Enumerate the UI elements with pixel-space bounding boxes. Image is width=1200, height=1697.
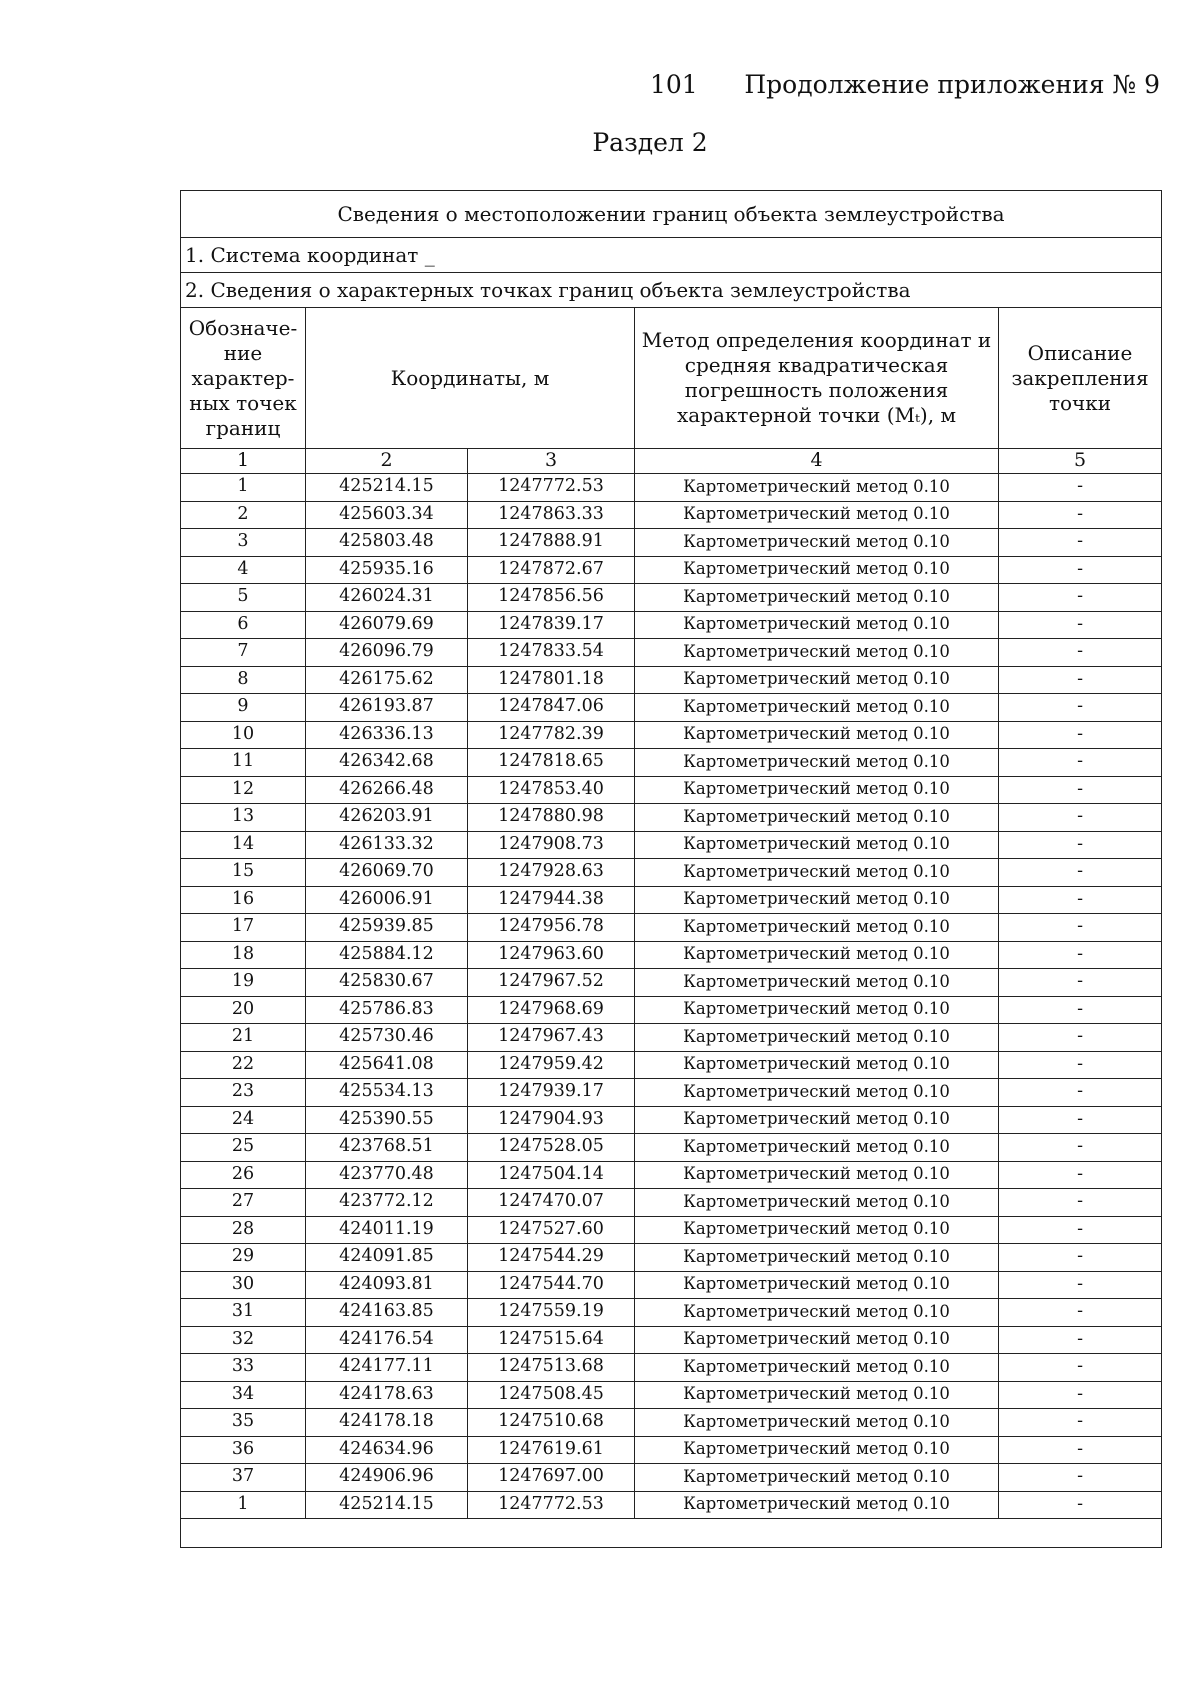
column-number: 4 — [635, 449, 999, 474]
point-id: 20 — [181, 996, 306, 1024]
fixing-description: - — [999, 941, 1162, 969]
coord-y: 1247544.29 — [468, 1244, 635, 1272]
coord-x: 424178.18 — [306, 1409, 468, 1437]
table-row — [181, 1161, 1162, 1189]
section-title: Раздел 2 — [592, 128, 708, 157]
fixing-description: - — [999, 556, 1162, 584]
fixing-description: - — [999, 474, 1162, 502]
column-number: 3 — [468, 449, 635, 474]
coord-y: 1247944.38 — [468, 886, 635, 914]
fixing-description: - — [999, 1271, 1162, 1299]
table-row — [181, 721, 1162, 749]
coord-y: 1247818.65 — [468, 749, 635, 777]
fixing-description: - — [999, 501, 1162, 529]
method: Картометрический метод 0.10 — [635, 969, 999, 997]
coord-x: 426069.70 — [306, 859, 468, 887]
coord-y: 1247856.56 — [468, 584, 635, 612]
fixing-description: - — [999, 914, 1162, 942]
coordinate-system: 1. Система координат _ — [181, 238, 1162, 273]
table-row — [181, 1409, 1162, 1437]
method: Картометрический метод 0.10 — [635, 1051, 999, 1079]
point-id: 29 — [181, 1244, 306, 1272]
coord-x: 426342.68 — [306, 749, 468, 777]
coord-x: 424177.11 — [306, 1354, 468, 1382]
fixing-description: - — [999, 1464, 1162, 1492]
fixing-description: - — [999, 666, 1162, 694]
fixing-description: - — [999, 996, 1162, 1024]
coord-x: 426133.32 — [306, 831, 468, 859]
fixing-description: - — [999, 1381, 1162, 1409]
coord-x: 424634.96 — [306, 1436, 468, 1464]
coord-x: 426079.69 — [306, 611, 468, 639]
table-row — [181, 1326, 1162, 1354]
method: Картометрический метод 0.10 — [635, 1326, 999, 1354]
method: Картометрический метод 0.10 — [635, 886, 999, 914]
coord-x: 425390.55 — [306, 1106, 468, 1134]
fixing-description: - — [999, 1436, 1162, 1464]
fixing-description: - — [999, 776, 1162, 804]
point-id: 13 — [181, 804, 306, 832]
fixing-description: - — [999, 1134, 1162, 1162]
point-id: 35 — [181, 1409, 306, 1437]
table-row — [181, 831, 1162, 859]
coord-x: 425603.34 — [306, 501, 468, 529]
table-row — [181, 941, 1162, 969]
coord-x: 425803.48 — [306, 529, 468, 557]
coord-x: 426024.31 — [306, 584, 468, 612]
table-row — [181, 639, 1162, 667]
method: Картометрический метод 0.10 — [635, 1106, 999, 1134]
column-number: 5 — [999, 449, 1162, 474]
method: Картометрический метод 0.10 — [635, 914, 999, 942]
coord-y: 1247619.61 — [468, 1436, 635, 1464]
table-row — [181, 694, 1162, 722]
table-row — [181, 474, 1162, 502]
coord-x: 423768.51 — [306, 1134, 468, 1162]
fixing-description: - — [999, 611, 1162, 639]
coord-x: 424091.85 — [306, 1244, 468, 1272]
fixing-description: - — [999, 1079, 1162, 1107]
method: Картометрический метод 0.10 — [635, 749, 999, 777]
fixing-description: - — [999, 1491, 1162, 1519]
point-id: 14 — [181, 831, 306, 859]
coord-x: 426193.87 — [306, 694, 468, 722]
table-title: Сведения о местоположении границ объекта землеустройства — [181, 191, 1162, 238]
coord-y: 1247782.39 — [468, 721, 635, 749]
coord-x: 425534.13 — [306, 1079, 468, 1107]
point-id: 10 — [181, 721, 306, 749]
coord-y: 1247470.07 — [468, 1189, 635, 1217]
coord-y: 1247959.42 — [468, 1051, 635, 1079]
coord-y: 1247839.17 — [468, 611, 635, 639]
fixing-description: - — [999, 831, 1162, 859]
table-row — [181, 1491, 1162, 1519]
coord-x: 425884.12 — [306, 941, 468, 969]
point-id: 1 — [181, 1491, 306, 1519]
point-id: 3 — [181, 529, 306, 557]
method: Картометрический метод 0.10 — [635, 941, 999, 969]
point-id: 37 — [181, 1464, 306, 1492]
page-number: 101 — [650, 70, 698, 99]
point-id: 23 — [181, 1079, 306, 1107]
method: Картометрический метод 0.10 — [635, 1436, 999, 1464]
method: Картометрический метод 0.10 — [635, 1244, 999, 1272]
coord-y: 1247504.14 — [468, 1161, 635, 1189]
fixing-description: - — [999, 1354, 1162, 1382]
fixing-description: - — [999, 1024, 1162, 1052]
method: Картометрический метод 0.10 — [635, 996, 999, 1024]
method: Картометрический метод 0.10 — [635, 584, 999, 612]
method: Картометрический метод 0.10 — [635, 694, 999, 722]
coord-y: 1247772.53 — [468, 1491, 635, 1519]
coord-x: 426006.91 — [306, 886, 468, 914]
fixing-description: - — [999, 1161, 1162, 1189]
table-row — [181, 996, 1162, 1024]
column-number: 1 — [181, 449, 306, 474]
coord-y: 1247772.53 — [468, 474, 635, 502]
coord-y: 1247527.60 — [468, 1216, 635, 1244]
table-row — [181, 1464, 1162, 1492]
boundary-points-table — [180, 190, 1162, 1548]
coord-x: 424163.85 — [306, 1299, 468, 1327]
table-row — [181, 1299, 1162, 1327]
coord-x: 425935.16 — [306, 556, 468, 584]
point-id: 34 — [181, 1381, 306, 1409]
method: Картометрический метод 0.10 — [635, 529, 999, 557]
header-method: Метод определения координат и средняя квадратическая погрешность положения характерной точки (Mₜ), м — [635, 308, 999, 449]
point-id: 36 — [181, 1436, 306, 1464]
method: Картометрический метод 0.10 — [635, 1161, 999, 1189]
header-designation: Обозначе- ние характер- ных точек границ — [181, 308, 306, 449]
point-id: 18 — [181, 941, 306, 969]
point-id: 19 — [181, 969, 306, 997]
method: Картометрический метод 0.10 — [635, 1299, 999, 1327]
method: Картометрический метод 0.10 — [635, 1464, 999, 1492]
coord-y: 1247908.73 — [468, 831, 635, 859]
table-row — [181, 969, 1162, 997]
method: Картометрический метод 0.10 — [635, 804, 999, 832]
coord-x: 423770.48 — [306, 1161, 468, 1189]
coord-y: 1247904.93 — [468, 1106, 635, 1134]
point-id: 2 — [181, 501, 306, 529]
method: Картометрический метод 0.10 — [635, 1354, 999, 1382]
method: Картометрический метод 0.10 — [635, 501, 999, 529]
coord-y: 1247872.67 — [468, 556, 635, 584]
point-id: 6 — [181, 611, 306, 639]
fixing-description: - — [999, 1189, 1162, 1217]
table-row — [181, 1381, 1162, 1409]
coord-y: 1247967.52 — [468, 969, 635, 997]
coord-y: 1247697.00 — [468, 1464, 635, 1492]
fixing-description: - — [999, 1051, 1162, 1079]
method: Картометрический метод 0.10 — [635, 1271, 999, 1299]
header-coordinates: Координаты, м — [306, 308, 635, 449]
method: Картометрический метод 0.10 — [635, 1409, 999, 1437]
coord-x: 426175.62 — [306, 666, 468, 694]
point-id: 26 — [181, 1161, 306, 1189]
fixing-description: - — [999, 1216, 1162, 1244]
point-id: 31 — [181, 1299, 306, 1327]
coord-x: 426336.13 — [306, 721, 468, 749]
coord-y: 1247833.54 — [468, 639, 635, 667]
coord-x: 425214.15 — [306, 474, 468, 502]
table-row — [181, 1271, 1162, 1299]
point-id: 24 — [181, 1106, 306, 1134]
fixing-description: - — [999, 886, 1162, 914]
table-row — [181, 914, 1162, 942]
coord-x: 424906.96 — [306, 1464, 468, 1492]
method: Картометрический метод 0.10 — [635, 1381, 999, 1409]
table-row — [181, 1079, 1162, 1107]
table-row — [181, 776, 1162, 804]
method: Картометрический метод 0.10 — [635, 666, 999, 694]
fixing-description: - — [999, 749, 1162, 777]
coord-x: 426096.79 — [306, 639, 468, 667]
point-id: 21 — [181, 1024, 306, 1052]
method: Картометрический метод 0.10 — [635, 859, 999, 887]
method: Картометрический метод 0.10 — [635, 611, 999, 639]
coord-x: 425730.46 — [306, 1024, 468, 1052]
coord-x: 425939.85 — [306, 914, 468, 942]
coord-y: 1247847.06 — [468, 694, 635, 722]
table-row — [181, 529, 1162, 557]
method: Картометрический метод 0.10 — [635, 1491, 999, 1519]
table-row — [181, 1436, 1162, 1464]
method: Картометрический метод 0.10 — [635, 776, 999, 804]
point-id: 11 — [181, 749, 306, 777]
method: Картометрический метод 0.10 — [635, 1079, 999, 1107]
coord-x: 424178.63 — [306, 1381, 468, 1409]
coord-y: 1247880.98 — [468, 804, 635, 832]
point-id: 12 — [181, 776, 306, 804]
point-id: 27 — [181, 1189, 306, 1217]
coord-y: 1247863.33 — [468, 501, 635, 529]
coord-x: 423772.12 — [306, 1189, 468, 1217]
point-id: 5 — [181, 584, 306, 612]
coord-y: 1247967.43 — [468, 1024, 635, 1052]
coord-x: 425786.83 — [306, 996, 468, 1024]
coord-y: 1247510.68 — [468, 1409, 635, 1437]
method: Картометрический метод 0.10 — [635, 721, 999, 749]
point-id: 17 — [181, 914, 306, 942]
point-id: 22 — [181, 1051, 306, 1079]
point-id: 32 — [181, 1326, 306, 1354]
coord-x: 426266.48 — [306, 776, 468, 804]
coord-y: 1247956.78 — [468, 914, 635, 942]
table-row — [181, 1216, 1162, 1244]
table-row — [181, 1106, 1162, 1134]
method: Картометрический метод 0.10 — [635, 831, 999, 859]
table-row — [181, 1134, 1162, 1162]
fixing-description: - — [999, 1244, 1162, 1272]
coord-y: 1247559.19 — [468, 1299, 635, 1327]
point-id: 28 — [181, 1216, 306, 1244]
method: Картометрический метод 0.10 — [635, 556, 999, 584]
point-id: 33 — [181, 1354, 306, 1382]
method: Картометрический метод 0.10 — [635, 639, 999, 667]
table-row — [181, 1024, 1162, 1052]
fixing-description: - — [999, 859, 1162, 887]
coord-x: 424093.81 — [306, 1271, 468, 1299]
table-row — [181, 886, 1162, 914]
method: Картометрический метод 0.10 — [635, 474, 999, 502]
coord-y: 1247928.63 — [468, 859, 635, 887]
point-id: 7 — [181, 639, 306, 667]
point-id: 1 — [181, 474, 306, 502]
fixing-description: - — [999, 721, 1162, 749]
table-row — [181, 584, 1162, 612]
table-row — [181, 666, 1162, 694]
fixing-description: - — [999, 1106, 1162, 1134]
points-heading: 2. Сведения о характерных точках границ объекта землеустройства — [181, 273, 1162, 308]
fixing-description: - — [999, 804, 1162, 832]
empty-row — [181, 1519, 1162, 1548]
fixing-description: - — [999, 969, 1162, 997]
coord-y: 1247508.45 — [468, 1381, 635, 1409]
point-id: 25 — [181, 1134, 306, 1162]
coord-y: 1247513.68 — [468, 1354, 635, 1382]
table-row — [181, 749, 1162, 777]
column-number: 2 — [306, 449, 468, 474]
coord-y: 1247939.17 — [468, 1079, 635, 1107]
coord-y: 1247544.70 — [468, 1271, 635, 1299]
table-row — [181, 1051, 1162, 1079]
appendix-continuation: Продолжение приложения № 9 — [744, 70, 1160, 99]
coord-x: 425830.67 — [306, 969, 468, 997]
table-row — [181, 1354, 1162, 1382]
coord-y: 1247528.05 — [468, 1134, 635, 1162]
point-id: 8 — [181, 666, 306, 694]
method: Картометрический метод 0.10 — [635, 1024, 999, 1052]
table-row — [181, 556, 1162, 584]
coord-y: 1247963.60 — [468, 941, 635, 969]
fixing-description: - — [999, 1326, 1162, 1354]
point-id: 4 — [181, 556, 306, 584]
fixing-description: - — [999, 639, 1162, 667]
method: Картометрический метод 0.10 — [635, 1134, 999, 1162]
fixing-description: - — [999, 694, 1162, 722]
coord-x: 425214.15 — [306, 1491, 468, 1519]
point-id: 9 — [181, 694, 306, 722]
fixing-description: - — [999, 1299, 1162, 1327]
fixing-description: - — [999, 1409, 1162, 1437]
coord-x: 424176.54 — [306, 1326, 468, 1354]
table-row — [181, 501, 1162, 529]
coord-y: 1247888.91 — [468, 529, 635, 557]
table-row — [181, 1189, 1162, 1217]
coord-y: 1247801.18 — [468, 666, 635, 694]
coord-y: 1247853.40 — [468, 776, 635, 804]
method: Картометрический метод 0.10 — [635, 1189, 999, 1217]
fixing-description: - — [999, 584, 1162, 612]
fixing-description: - — [999, 529, 1162, 557]
method: Картометрический метод 0.10 — [635, 1216, 999, 1244]
table-row — [181, 611, 1162, 639]
empty-cell — [181, 1519, 1162, 1548]
table-row — [181, 804, 1162, 832]
table-row — [181, 1244, 1162, 1272]
coord-x: 424011.19 — [306, 1216, 468, 1244]
coord-y: 1247968.69 — [468, 996, 635, 1024]
table-row — [181, 859, 1162, 887]
coord-x: 426203.91 — [306, 804, 468, 832]
point-id: 15 — [181, 859, 306, 887]
point-id: 30 — [181, 1271, 306, 1299]
point-id: 16 — [181, 886, 306, 914]
header-description: Описание закрепления точки — [999, 308, 1162, 449]
coord-x: 425641.08 — [306, 1051, 468, 1079]
coord-y: 1247515.64 — [468, 1326, 635, 1354]
